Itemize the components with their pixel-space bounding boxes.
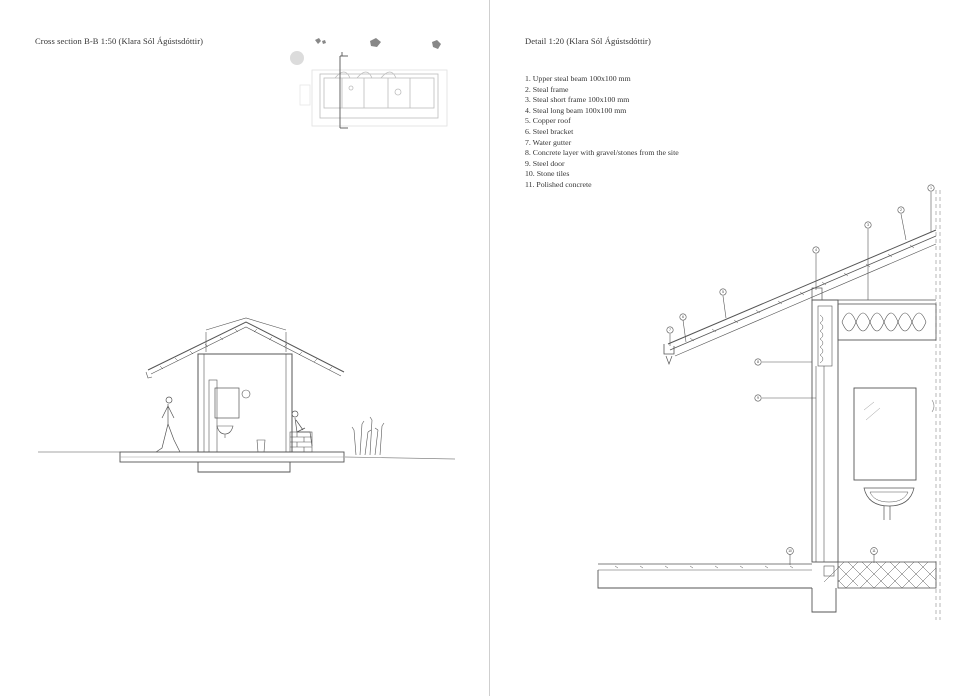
- legend-item: 11. Polished concrete: [525, 179, 592, 189]
- legend-item: 6. Steel bracket: [525, 126, 574, 136]
- callout-label: 1: [930, 186, 932, 191]
- callout-label: 8: [757, 360, 759, 365]
- legend-item: 3. Steal short frame 100x100 mm: [525, 95, 630, 105]
- callout-numbers: [669, 186, 932, 553]
- legend-item: 10. Stone tiles: [525, 169, 570, 179]
- key-plan: [290, 38, 447, 128]
- callout-label: 6: [682, 315, 684, 320]
- callout-label: 7: [669, 328, 671, 333]
- legend-item: 2. Steal frame: [525, 84, 569, 94]
- cross-section-drawing: [38, 318, 455, 472]
- detail-drawing: [598, 190, 940, 620]
- detail-callouts: [667, 185, 934, 565]
- callout-label: 9: [757, 396, 759, 401]
- legend-item: 9. Steel door: [525, 158, 565, 168]
- callout-label: 4: [815, 248, 817, 253]
- cross-section-caption: Cross section B-B 1:50 (Klara Sól Ágústsdóttir): [35, 36, 204, 46]
- legend-item: 5. Copper roof: [525, 116, 571, 126]
- callout-label: 3: [867, 223, 869, 228]
- callout-label: 2: [900, 208, 902, 213]
- detail-caption: Detail 1:20 (Klara Sól Ágústsdóttir): [525, 36, 651, 46]
- legend-item: 7. Water gutter: [525, 137, 572, 147]
- legend-item: 4. Steal long beam 100x100 mm: [525, 105, 627, 115]
- callout-label: 10: [788, 549, 792, 554]
- callout-label: 11: [872, 549, 876, 554]
- legend-item: 1. Upper steal beam 100x100 mm: [525, 74, 631, 83]
- legend-item: 8. Concrete layer with gravel/stones from the site: [525, 148, 679, 158]
- callout-label: 5: [722, 290, 724, 295]
